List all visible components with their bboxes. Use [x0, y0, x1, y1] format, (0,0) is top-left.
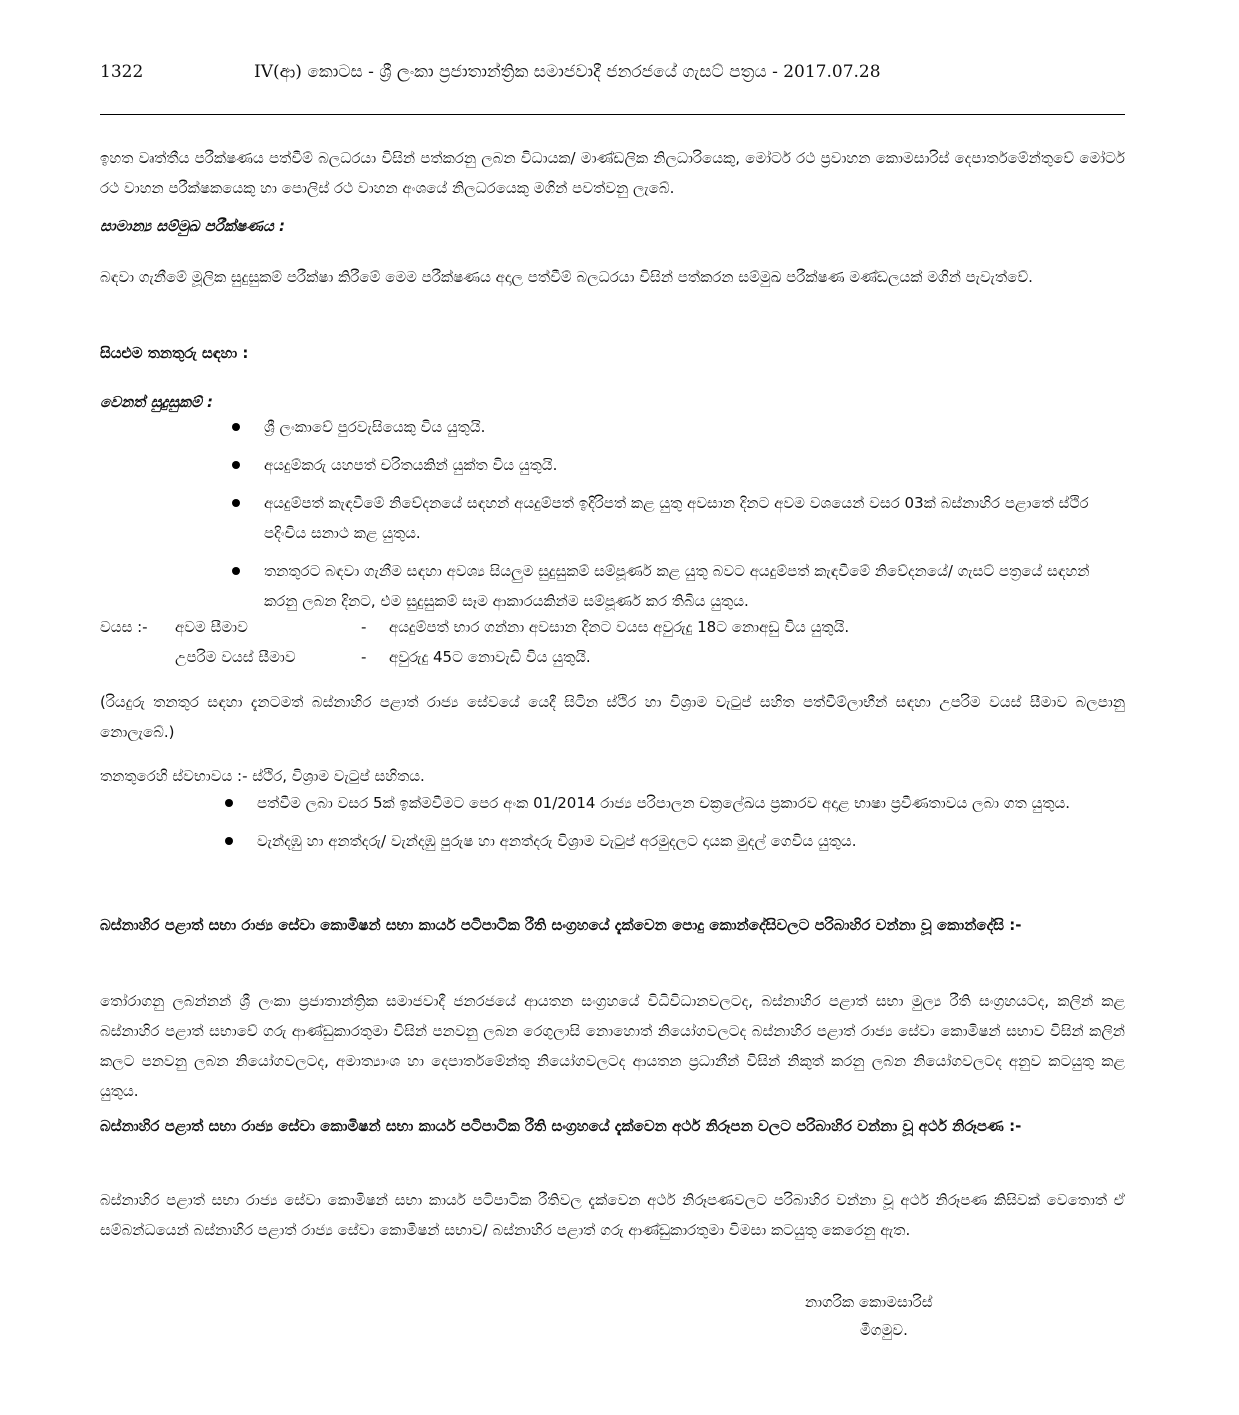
nature-list — [225, 788, 1125, 864]
age-label: වයස :- — [100, 618, 148, 636]
age-limit-max: උපරිම වයස් සීමාව — [175, 648, 296, 666]
table-row — [100, 642, 849, 672]
qualifications-list — [232, 412, 1122, 624]
list-item: අයදුම්පත් කැඳවීමේ නිවේදනයේ සඳහන් අයදුම්පත් ඉදිරිපත් කළ යුතු අවසාන දිනට අවම වශයෙන් වසර 03ක් බස්නාහිර පළාතේ ස්ථිර පදිංචිය සනාථ කළ යුතුය. — [232, 488, 1122, 548]
header-rule — [100, 114, 1125, 115]
other-qualifications-heading: වෙනත් සුදුසුකම් : — [100, 393, 213, 411]
page-number: 1322 — [100, 62, 144, 82]
list-item: අයදුම්කරු යහපත් චරිතයකින් යුක්ත විය යුතුයි. — [232, 450, 1122, 480]
age-limit-min-text: අයදුම්පත් භාර ගන්නා අවසාන දිනට වයස අවුරුදු 18ට නොඅඩු විය යුතුයි. — [389, 618, 850, 636]
age-table — [100, 612, 849, 672]
interpretations-heading: බස්නාහිර පළාත් සභා රාජ්‍ය සේවා කොමිෂන් සභා කාර්ය පටිපාටික රීති සංග්‍රහයේ දැක්වෙන අර්ථ නිරූපන වලට පරිබාහිර වන්නා වූ අර්ථ නිරූපණ :- — [100, 1117, 1022, 1135]
signature-block — [805, 1288, 933, 1344]
interview-text: බඳවා ගැනීමේ මූලික සුදුසුකම් පරීක්ෂා කිරීමේ මෙම පරීක්ෂණය අදාල පත්වීම් බලධරයා විසින් පත්කරන සම්මුඛ පරීක්ෂණ මණ්ඩලයක් මගින් පැවැත්වේ. — [100, 268, 1033, 286]
all-posts-heading: සියළුම තනතුරු සඳහා : — [100, 344, 249, 362]
general-conditions-heading: බස්නාහිර පළාත් සභා රාජ්‍ය සේවා කොමිෂන් සභා කාර්ය පටිපාටික රීති සංග්‍රහයේ දැක්වෙන පොදු කොන්දේසිවලට පරිබාහිර වන්නා වූ කොන්දේසි :- — [100, 916, 1022, 934]
list-item: වැන්දඹු හා අනත්දරු/ වැන්දඹු පුරුෂ හා අනත්දරු විශ්‍රාම වැටුප් අරමුදලට දායක මුදල් ගෙවිය යුතුය. — [225, 826, 1125, 856]
page-header — [100, 62, 1125, 86]
general-conditions-text: තෝරාගනු ලබන්නන් ශ්‍රී ලංකා ප්‍රජාතාන්ත්‍රික සමාජවාදී ජනරජයේ ආයතන සංග්‍රහයේ විධිවිධානවලටද, බස්නාහිර පළාත් සභා මුල්‍ය රීති සංග්‍රහයටද, කලින් කළ බස්නාහිර පළාත් සභාවේ ගරු ආණ්ඩුකාරතුමා විසින් පනවනු ලබන රෙගුලාසි නොහොත් නියෝගවලටද බස්නාහිර පළාත් රාජ්‍ය සේවා කොමිෂන් සභාව විසින් කලින් කලට පනවනු ලබන නියෝගවලටද, අමාත්‍යාංශ හා දෙපාර්තමේන්තු නියෝගවලටද ආයතන ප්‍රධානීන් විසින් නිකුත් කරනු ලබන නියෝගවලටද අනුව කටයුතු කළ යුතුය. — [100, 992, 1125, 1100]
age-limit-max-text: අවුරුදු 45ට නොවැඩි විය යුතුයි. — [389, 648, 591, 666]
intro-paragraph: ඉහත වෘත්තීය පරීක්ෂණය පත්වීම් බලධරයා විසින් පත්කරනු ලබන විධායක/ මාණ්ඩලික නිලධාරියෙකු, මෝටර් රථ ප්‍රවාහන කොමසාරිස් දෙපාර්තමේන්තුවේ මෝටර් රථ වාහන පරීක්ෂකයෙකු හා පොලිස් රථ වාහන අංශයේ නිලධරයෙකු මගින් පවත්වනු ලැබේ. — [100, 149, 1125, 197]
signatory-place: මීගමුව. — [860, 1321, 908, 1339]
table-row — [100, 612, 849, 642]
age-note: (රියදුරු තනතුර සඳහා දැනටමත් බස්නාහිර පළාත් රාජ්‍ය සේවයේ යෙදී සිටින ස්ථිර හා විශ්‍රාම වැටුප් සහිත පත්වීම්ලාභීන් සඳහා උපරිම වයස් සීමාව බලපානු නොලැබේ.) — [100, 693, 1125, 741]
list-item: පත්වීම ලබා වසර 5ක් ඉක්මවීමට පෙර අංක 01/2014 රාජ්‍ය පරිපාලන චක්‍රලේඛය ප්‍රකාරව අදාළ භාෂා ප්‍රවීණතාවය ලබා ගත යුතුය. — [225, 788, 1125, 818]
signatory-title: නාගරික කොමසාරිස් — [805, 1293, 933, 1311]
interview-heading: සාමාන්‍ය සම්මුඛ පරීක්ෂණය : — [100, 217, 286, 235]
age-limit-min: අවම සීමාව — [175, 618, 248, 636]
nature-of-post: තනතුරෙහි ස්වභාවය :- ස්ථිර, විශ්‍රාම වැටුප් සහිතය. — [100, 767, 425, 785]
dash: - — [361, 648, 367, 666]
list-item: තනතුරට බඳවා ගැනීම සඳහා අවශ්‍ය සියලුම සුදුසුකම් සම්පූර්ණ කළ යුතු බවට අයදුම්පත් කැඳවීමේ නිවේදනයේ/ ගැසට් පත්‍රයේ සඳහන් කරනු ලබන දිනට, එම සුදුසුකම් සෑම ආකාරයකින්ම සම්පූර්ණ කර තිබිය යුතුය. — [232, 556, 1122, 616]
running-title: IV(ආ) කොටස - ශ්‍රී ලංකා ප්‍රජාතාන්ත්‍රික සමාජවාදී ජනරජයේ ගැසට් පත්‍රය - 2017.07.28 — [254, 62, 881, 82]
dash: - — [361, 618, 367, 636]
list-item: ශ්‍රී ලංකාවේ පුරවැසියෙකු විය යුතුයි. — [232, 412, 1122, 442]
interpretations-text: බස්නාහිර පළාත් සභා රාජ්‍ය සේවා කොමිෂන් සභා කාර්ය පටිපාටික රීතිවල දැක්වෙන අර්ථ නිරූපණවලට පරිබාහිර වන්නා වූ අර්ථ නිරූපණ කිසිවක් වෙතොත් ඒ සම්බන්ධයෙන් බස්නාහිර පළාත් රාජ්‍ය සේවා කොමිෂන් සභාව/ බස්නාහිර පළාත් ගරු ආණ්ඩුකාරතුමා විමසා කටයුතු කෙරෙනු ඇත. — [100, 1191, 1125, 1239]
